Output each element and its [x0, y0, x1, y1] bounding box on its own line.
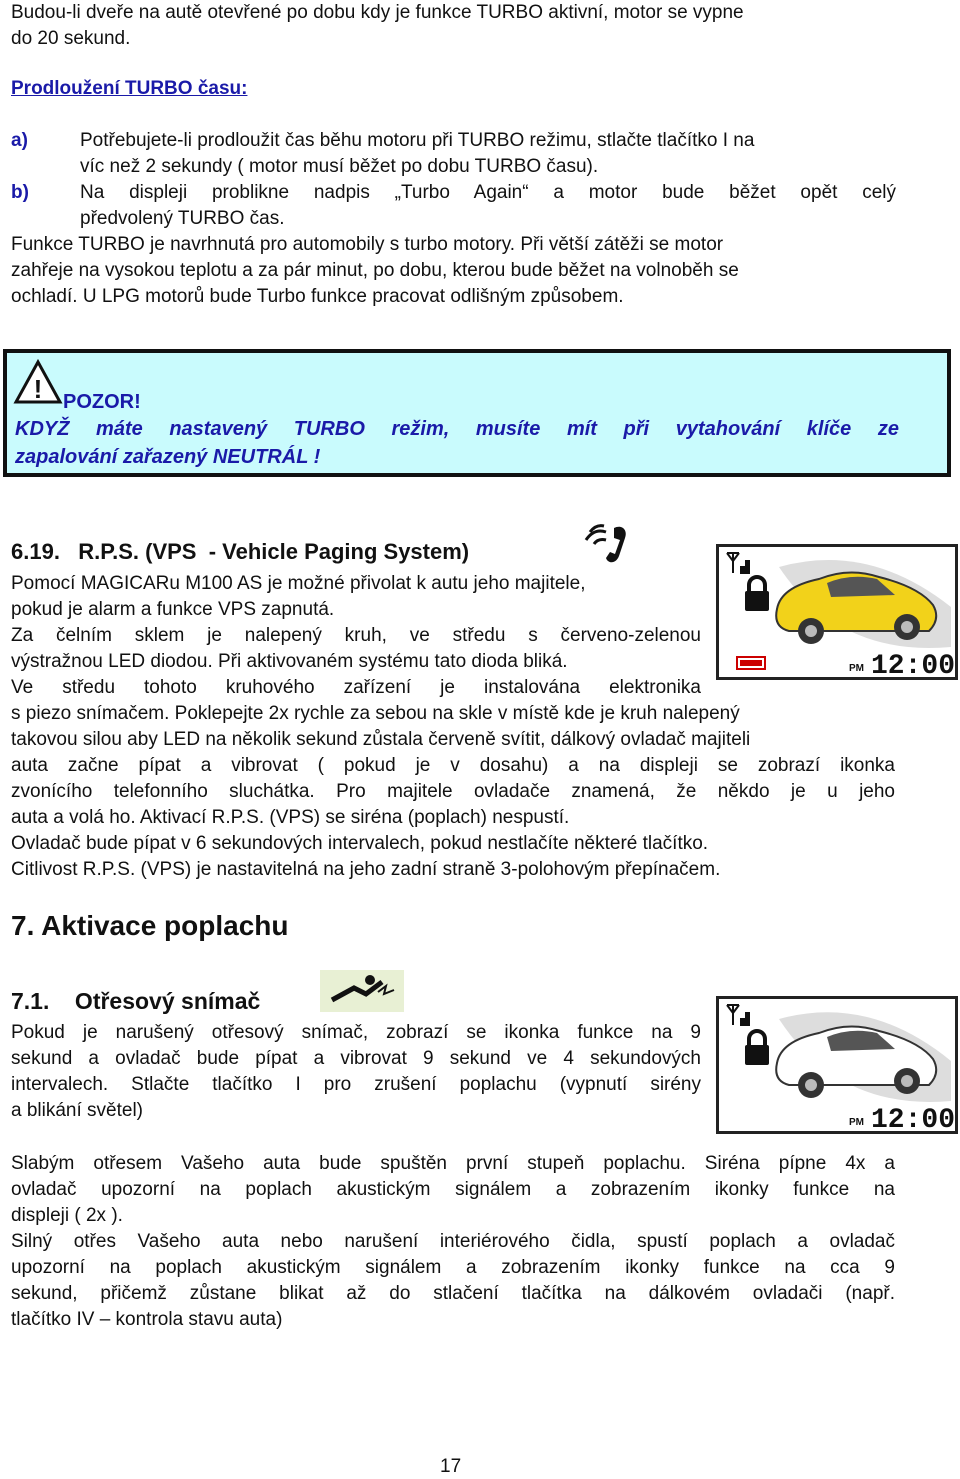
warning-triangle-icon: [13, 359, 63, 405]
warning-text-line: KDYŽ máte nastavený TURBO režim, musíte mít při vytahování klíče ze: [15, 418, 899, 440]
text-line: víc než 2 sekundy ( motor musí běžet po dobu TURBO času).: [80, 156, 599, 177]
section-heading-alarm: 7. Aktivace poplachu: [11, 910, 289, 941]
subsection-heading: 7.1. Otřesový snímač: [11, 988, 261, 1014]
page-number: 17: [440, 1456, 462, 1477]
lcd-time: 12:00: [871, 651, 955, 677]
lcd-graphic: [719, 547, 955, 677]
signal-icon: [727, 553, 749, 573]
list-label-a: a): [11, 130, 28, 151]
text-line: do 20 sekund.: [11, 28, 131, 49]
text-line: Silný otřes Vašeho auta nebo narušení interiérového čidla, spustí poplach a ovladač: [11, 1231, 895, 1252]
text-line: tlačítko IV – kontrola stavu auta): [11, 1309, 283, 1330]
text-line: upozorní na poplach akustickým signálem a zobrazením ikonky funkce na cca 9: [11, 1257, 895, 1278]
list-label-b: b): [11, 182, 29, 203]
warning-mark: !: [33, 374, 43, 404]
lcd-time: 12:00: [871, 1105, 955, 1131]
shock-sensor-icon: [320, 970, 404, 1012]
text-line: Pokud je narušený otřesový snímač, zobrazí se ikonka funkce na 9: [11, 1022, 701, 1043]
text-line: Funkce TURBO je navrhnutá pro automobily s turbo motory. Při větší zátěži se motor: [11, 234, 724, 255]
battery-icon: [737, 657, 765, 669]
text-line: Za čelním sklem je nalepený kruh, ve středu s červeno-zelenou: [11, 625, 701, 646]
text-line: Budou-li dveře na autě otevřené po dobu kdy je funkce TURBO aktivní, motor se vypne: [11, 2, 744, 23]
lcd-pm-label: PM: [849, 663, 864, 674]
remote-lcd-display: [716, 544, 958, 680]
text-line: displeji ( 2x ).: [11, 1205, 123, 1226]
text-line: intervalech. Stlačte tlačítko I pro zrušení poplachu (vypnutí sirény: [11, 1074, 701, 1095]
text-line: s piezo snímačem. Poklepejte 2x rychle za sebou na skle v místě kde je kruh nalepený: [11, 703, 740, 724]
text-line: takovou silou aby LED na několik sekund zůstala červeně svítit, dálkový ovladač majiteli: [11, 729, 751, 750]
warning-title: POZOR!: [63, 391, 141, 413]
text-line: a blikání světel): [11, 1100, 144, 1121]
text-line: Citlivost R.P.S. (VPS) je nastavitelná na jeho zadní straně 3-polohovým přepínačem.: [11, 859, 721, 880]
text-line: ovladač upozorní na poplach akustickým signálem a zobrazením ikonky funkce na: [11, 1179, 895, 1200]
lock-icon: [745, 577, 769, 611]
text-line: pokud je alarm a funkce VPS zapnutá.: [11, 599, 335, 620]
text-line: sekund a ovladač bude pípat a vibrovat 9 sekund ve 4 sekundových: [11, 1048, 701, 1069]
text-line: sekund, přičemž zůstane blikat až do stlačení tlačítka na dálkovém ovladači (např.: [11, 1283, 895, 1304]
section-heading-vps: 6.19. R.P.S. (VPS - Vehicle Paging System): [11, 539, 470, 564]
lcd-graphic: [719, 999, 955, 1131]
signal-icon: [727, 1005, 749, 1025]
text-line: zahřeje na vysokou teplotu a za pár minut, po dobu, kterou bude běžet na volnoběh se: [11, 260, 739, 281]
text-line: výstražnou LED diodou. Při aktivovaném systému tato dioda bliká.: [11, 651, 568, 672]
warning-box: [3, 349, 951, 477]
text-line: zvonícího telefonního sluchátka. Pro majitele ovladače znamená, že někdo je u jeho: [11, 781, 895, 802]
ringing-phone-icon: [582, 518, 634, 566]
text-line: Pomocí MAGICARu M100 AS je možné přivolat k autu jeho majitele,: [11, 573, 586, 594]
text-line: auta začne pípat a vibrovat ( pokud je v dosahu) a na displeji se zobrazí ikonka: [11, 755, 895, 776]
text-line: Ve středu tohoto kruhového zařízení je instalována elektronika: [11, 677, 701, 698]
text-line: Potřebujete-li prodloužit čas běhu motoru při TURBO režimu, stlačte tlačítko I na: [80, 130, 755, 151]
text-line: Ovladač bude pípat v 6 sekundových intervalech, pokud nestlačíte některé tlačítko.: [11, 833, 709, 854]
lcd-pm-label: PM: [849, 1117, 864, 1128]
text-line: auta a volá ho. Aktivací R.P.S. (VPS) se siréna (poplach) nespustí.: [11, 807, 570, 828]
text-line: Slabým otřesem Vašeho auta bude spuštěn první stupeň poplachu. Siréna pípne 4x a: [11, 1153, 895, 1174]
section-heading-link[interactable]: Prodloužení TURBO času:: [11, 78, 248, 99]
text-line: Na displeji problikne nadpis „Turbo Again“ a motor bude běžet opět celý: [80, 182, 896, 203]
text-line: ochladí. U LPG motorů bude Turbo funkce pracovat odlišným způsobem.: [11, 286, 624, 307]
remote-lcd-display: [716, 996, 958, 1134]
lock-icon: [745, 1031, 769, 1065]
text-line: předvolený TURBO čas.: [80, 208, 285, 229]
warning-text-line: zapalování zařazený NEUTRÁL !: [15, 446, 321, 468]
